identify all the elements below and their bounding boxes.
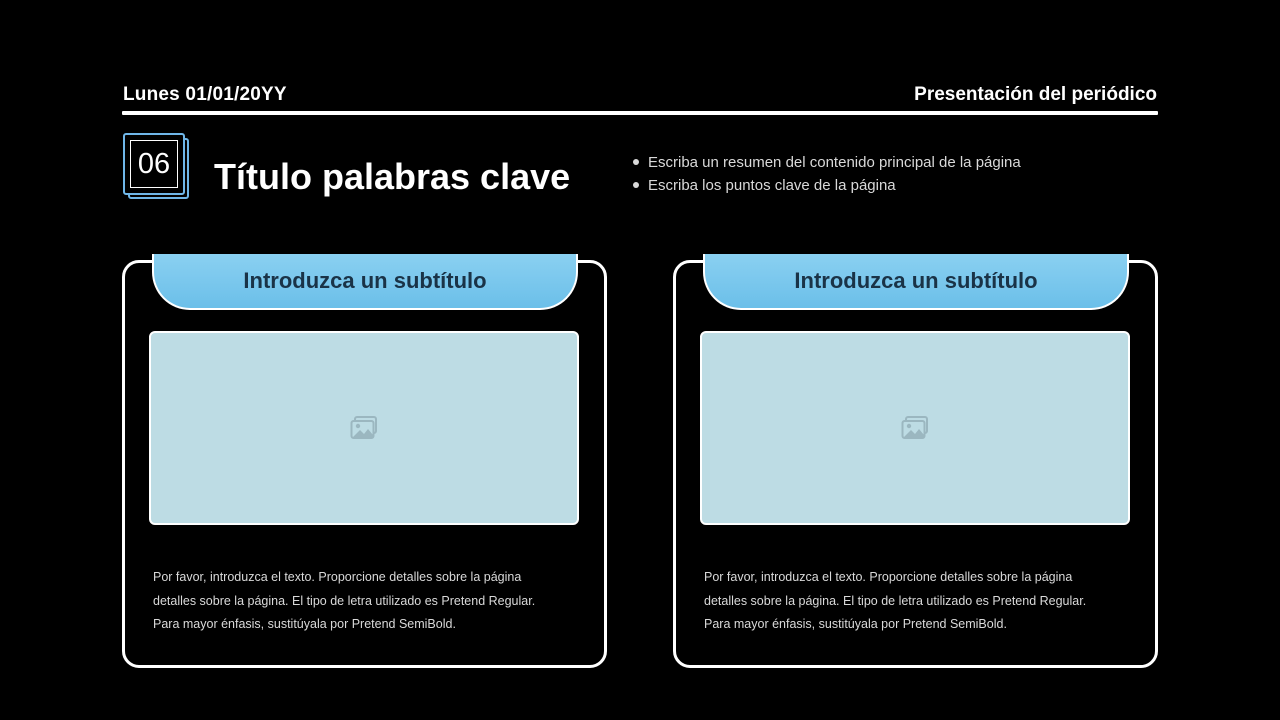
header-divider bbox=[122, 111, 1158, 115]
card-2-text-line: Por favor, introduzca el texto. Proporcione detalles sobre la página bbox=[704, 570, 1073, 584]
summary-bullet: Escriba un resumen del contenido principal de la página bbox=[633, 151, 1021, 174]
date-label: Lunes 01/01/20YY bbox=[123, 84, 287, 105]
image-placeholder-icon bbox=[350, 415, 378, 441]
card-1-text-line: Por favor, introduzca el texto. Proporcione detalles sobre la página bbox=[153, 570, 522, 584]
card-1-text-line: detalles sobre la página. El tipo de letra utilizado es Pretend Regular. bbox=[153, 593, 536, 608]
section-number: 06 bbox=[130, 140, 178, 188]
page-title: Título palabras clave bbox=[214, 156, 571, 197]
card-2-text-line: Para mayor énfasis, sustitúyala por Pretend SemiBold. bbox=[704, 617, 1007, 631]
summary-list bbox=[633, 151, 1021, 197]
card-1-image-placeholder[interactable] bbox=[149, 331, 579, 525]
summary-bullet: Escriba los puntos clave de la página bbox=[633, 174, 1021, 197]
card-1-subtitle: Introduzca un subtítulo bbox=[152, 254, 578, 310]
card-2-text-line: detalles sobre la página. El tipo de letra utilizado es Pretend Regular. bbox=[704, 593, 1087, 608]
card-2-subtitle: Introduzca un subtítulo bbox=[703, 254, 1129, 310]
card-1-text-line: Para mayor énfasis, sustitúyala por Pretend SemiBold. bbox=[153, 617, 456, 631]
card-1-body bbox=[153, 566, 573, 637]
card-2-image-placeholder[interactable] bbox=[700, 331, 1130, 525]
image-placeholder-icon bbox=[901, 415, 929, 441]
card-2-body bbox=[704, 566, 1124, 637]
presentation-title: Presentación del periódico bbox=[914, 84, 1157, 105]
